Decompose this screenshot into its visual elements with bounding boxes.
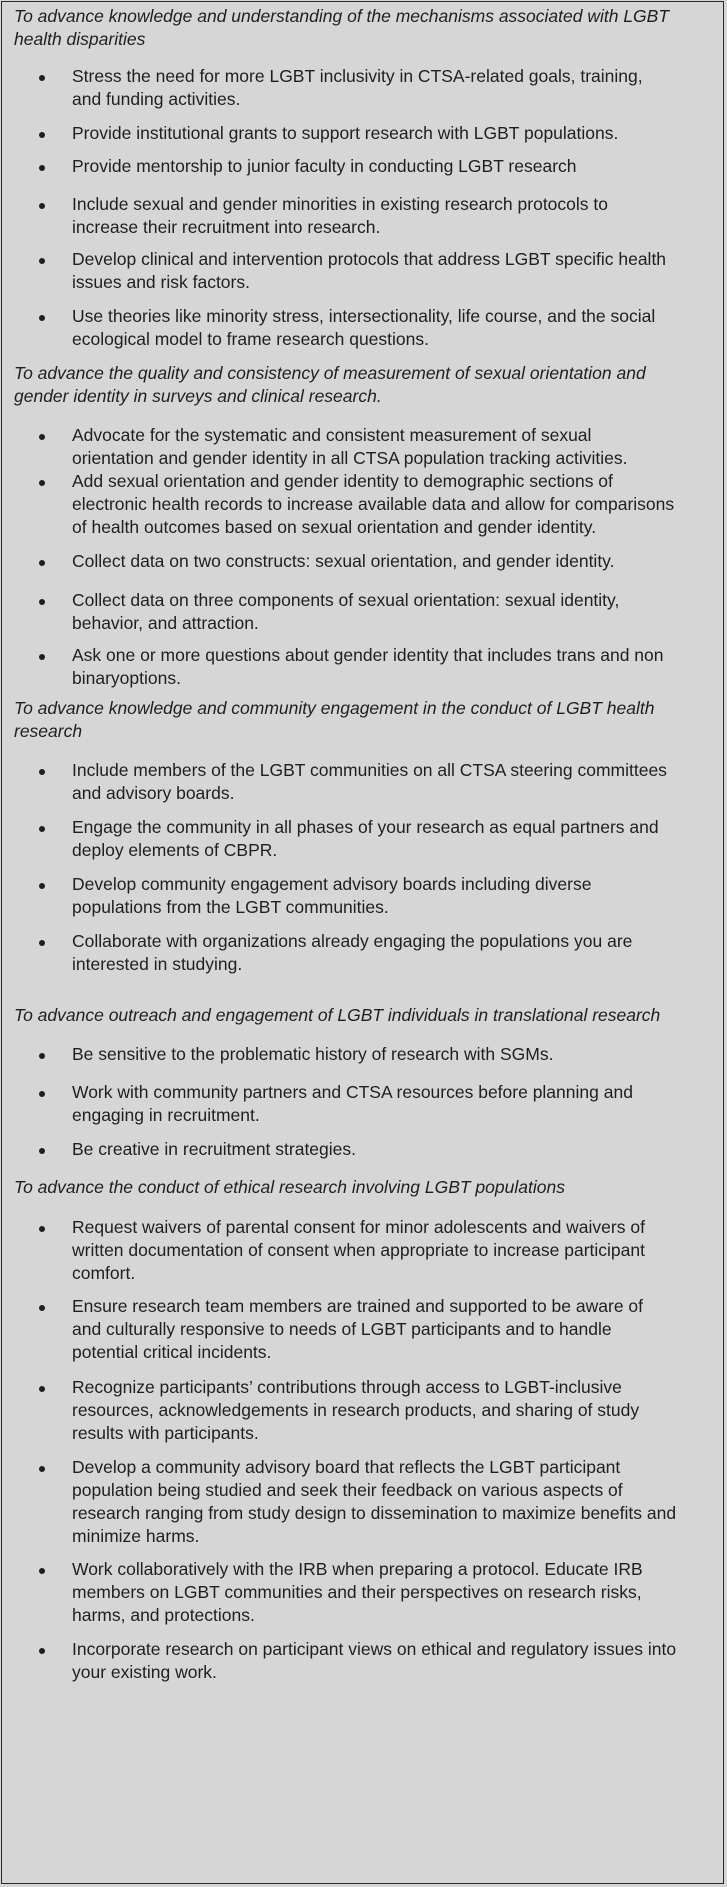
bullet-icon	[39, 1386, 45, 1392]
item-line: Recognize participants’ contributions through access to LGBT-inclusive	[72, 1377, 622, 1397]
item-line: Engage the community in all phases of your research as equal partners and	[72, 817, 659, 837]
item-line: Develop a community advisory board that reflects the LGBT participant	[72, 1457, 621, 1477]
item-line: and funding activities.	[72, 89, 241, 109]
item-line: Request waivers of parental consent for minor adolescents and waivers of	[72, 1217, 645, 1237]
bullet-icon	[39, 75, 45, 81]
recommendations-box	[1, 1, 724, 1884]
heading-line: To advance the quality and consistency of measurement of sexual orientation and	[14, 363, 646, 383]
item-line: Stress the need for more LGBT inclusivity in CTSA-related goals, training,	[72, 66, 643, 86]
item-line: minimize harms.	[72, 1526, 200, 1546]
item-line: comfort.	[72, 1263, 136, 1283]
item-line: engaging in recruitment.	[72, 1105, 260, 1125]
heading-line: To advance outreach and engagement of LGBT individuals in translational research	[14, 1005, 661, 1025]
item-line: electronic health records to increase available data and allow for comparisons	[72, 494, 675, 514]
item-line: Work with community partners and CTSA resources before planning and	[72, 1082, 633, 1102]
item-line: and advisory boards.	[72, 783, 235, 803]
item-line: behavior, and attraction.	[72, 613, 259, 633]
bullet-icon	[39, 1568, 45, 1574]
section-heading	[14, 697, 714, 743]
heading-line: gender identity in surveys and clinical research.	[14, 386, 382, 406]
item-line: Provide institutional grants to support research with LGBT populations.	[72, 123, 619, 143]
item-line: increase their recruitment into research.	[72, 217, 381, 237]
bullet-icon	[39, 315, 45, 321]
item-line: your existing work.	[72, 1662, 217, 1682]
item-line: Advocate for the systematic and consistent measurement of sexual	[72, 425, 592, 445]
bullet-icon	[39, 599, 45, 605]
item-line: and culturally responsive to needs of LGBT participants and to handle	[72, 1319, 612, 1339]
item-line: Work collaboratively with the IRB when preparing a protocol. Educate IRB	[72, 1559, 643, 1579]
bullet-icon	[39, 769, 45, 775]
item-line: harms, and protections.	[72, 1605, 255, 1625]
item-line: binaryoptions.	[72, 668, 181, 688]
item-line: Be sensitive to the problematic history of research with SGMs.	[72, 1044, 554, 1064]
bullet-icon	[39, 940, 45, 946]
item-line: Incorporate research on participant views on ethical and regulatory issues into	[72, 1639, 677, 1659]
heading-line: To advance the conduct of ethical research involving LGBT populations	[14, 1177, 565, 1197]
section-heading	[14, 5, 714, 51]
item-line: Collect data on three components of sexual orientation: sexual identity,	[72, 590, 620, 610]
item-line: Provide mentorship to junior faculty in conducting LGBT research	[72, 156, 577, 176]
bullet-icon	[39, 1648, 45, 1654]
item-line: Ask one or more questions about gender identity that includes trans and non	[72, 645, 664, 665]
item-line: ecological model to frame research questions.	[72, 329, 429, 349]
bullet-icon	[39, 1091, 45, 1097]
bullet-icon	[39, 132, 45, 138]
item-line: Develop community engagement advisory boards including diverse	[72, 874, 592, 894]
bullet-icon	[39, 826, 45, 832]
item-line: Include members of the LGBT communities on all CTSA steering committees	[72, 760, 667, 780]
item-line: issues and risk factors.	[72, 272, 250, 292]
item-line: Develop clinical and intervention protocols that address LGBT specific health	[72, 249, 667, 269]
section-heading	[14, 1176, 714, 1199]
heading-line: To advance knowledge and community engagement in the conduct of LGBT health	[14, 698, 655, 718]
item-line: resources, acknowledgements in research products, and sharing of study	[72, 1400, 640, 1420]
bullet-icon	[39, 1305, 45, 1311]
bullet-icon	[39, 560, 45, 566]
bullet-icon	[39, 203, 45, 209]
bullet-icon	[39, 1148, 45, 1154]
bullet-icon	[39, 434, 45, 440]
item-line: deploy elements of CBPR.	[72, 840, 278, 860]
bullet-icon	[39, 883, 45, 889]
heading-line: research	[14, 721, 83, 741]
item-line: written documentation of consent when appropriate to increase participant	[72, 1240, 645, 1260]
item-line: Collaborate with organizations already engaging the populations you are	[72, 931, 633, 951]
item-line: Include sexual and gender minorities in existing research protocols to	[72, 194, 608, 214]
item-line: orientation and gender identity in all CTSA population tracking activities.	[72, 448, 628, 468]
item-line: Ensure research team members are trained and supported to be aware of	[72, 1296, 644, 1316]
item-line: Add sexual orientation and gender identity to demographic sections of	[72, 471, 613, 491]
section-heading	[14, 362, 714, 408]
item-line: of health outcomes based on sexual orientation and gender identity.	[72, 517, 597, 537]
bullet-icon	[39, 480, 45, 486]
item-line: results with participants.	[72, 1423, 259, 1443]
heading-line: To advance knowledge and understanding of the mechanisms associated with LGBT	[14, 6, 670, 26]
bullet-icon	[39, 1466, 45, 1472]
section-heading	[14, 1004, 714, 1027]
item-line: potential critical incidents.	[72, 1342, 272, 1362]
bullet-icon	[39, 1053, 45, 1059]
item-line: Be creative in recruitment strategies.	[72, 1139, 357, 1159]
item-line: population being studied and seek their feedback on various aspects of	[72, 1480, 623, 1500]
item-line: Collect data on two constructs: sexual orientation, and gender identity.	[72, 551, 615, 571]
bullet-icon	[39, 1226, 45, 1232]
item-line: Use theories like minority stress, intersectionality, life course, and the social	[72, 306, 656, 326]
item-line: research ranging from study design to dissemination to maximize benefits and	[72, 1503, 677, 1523]
bullet-icon	[39, 654, 45, 660]
item-line: members on LGBT communities and their perspectives on research risks,	[72, 1582, 642, 1602]
heading-line: health disparities	[14, 29, 146, 49]
bullet-icon	[39, 165, 45, 171]
item-line: interested in studying.	[72, 954, 243, 974]
item-line: populations from the LGBT communities.	[72, 897, 389, 917]
bullet-icon	[39, 258, 45, 264]
